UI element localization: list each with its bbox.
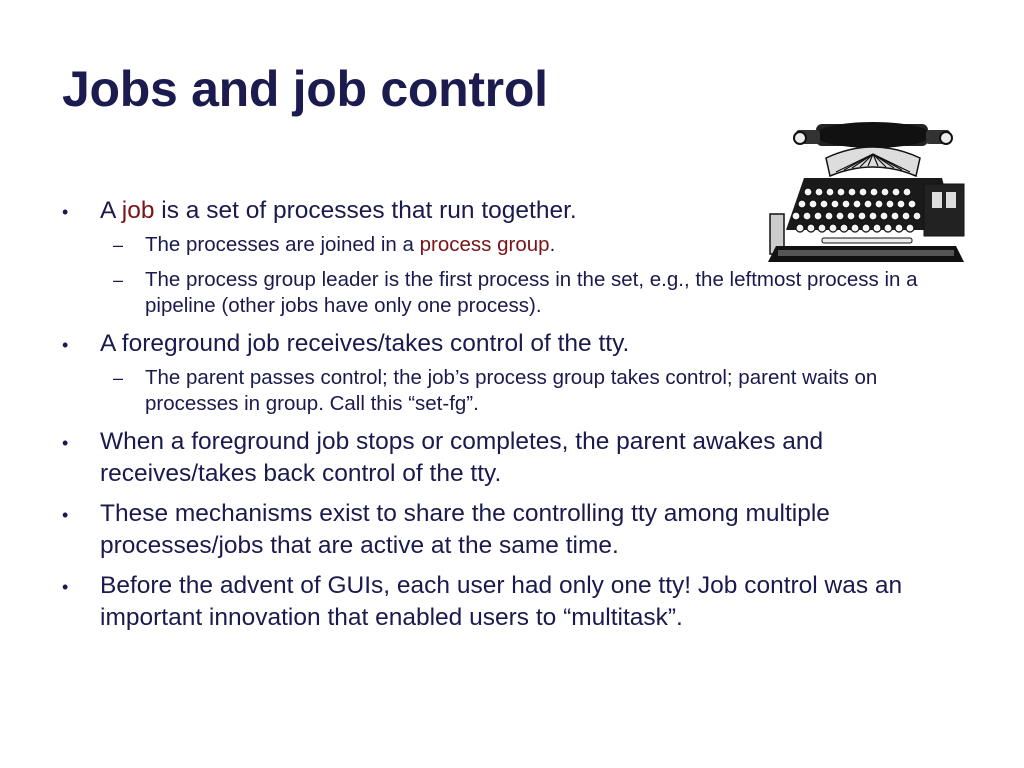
sub-bullet-item: – The process group leader is the first process in the set, e.g., the leftmost process in a pipeline (other jobs have only one process). [113, 268, 918, 317]
bullet-item [62, 426, 972, 490]
bullet-marker: • [62, 335, 69, 355]
term-highlight: process group [419, 233, 550, 256]
bullet-item [62, 195, 972, 319]
bullet-marker: • [62, 577, 69, 597]
sub-bullet-item: – The processes are joined in a process group. [113, 233, 556, 256]
dash-marker: – [113, 270, 124, 290]
term-highlight: job [121, 197, 155, 224]
bullet-text: A job is a set of processes that run together. [100, 197, 577, 224]
bullet-text: When a foreground job stops or completes, the parent awakes and receives/takes back control of the tty. [100, 428, 824, 487]
dash-marker: – [113, 235, 124, 255]
bullet-marker: • [62, 433, 69, 453]
bullet-text: These mechanisms exist to share the controlling tty among multiple processes/jobs that are active at the same time. [100, 500, 830, 559]
sub-bullet-list [100, 232, 972, 319]
bullet-item [62, 570, 972, 634]
bullet-list [62, 195, 972, 642]
dash-marker: – [113, 368, 124, 388]
sub-bullet-list [100, 365, 972, 417]
bullet-marker: • [62, 202, 69, 222]
bullet-marker: • [62, 505, 69, 525]
bullet-item [62, 498, 972, 562]
sub-bullet-item: – The parent passes control; the job’s process group takes control; parent waits on processes in group. Call this “set-fg”. [113, 366, 878, 415]
slide-title: Jobs and job control [62, 61, 548, 117]
bullet-text: A foreground job receives/takes control of the tty. [100, 330, 630, 357]
bullet-item [62, 328, 972, 417]
bullet-text: Before the advent of GUIs, each user had only one tty! Job control was an important innovation that enabled users to “multitask”. [100, 572, 903, 631]
